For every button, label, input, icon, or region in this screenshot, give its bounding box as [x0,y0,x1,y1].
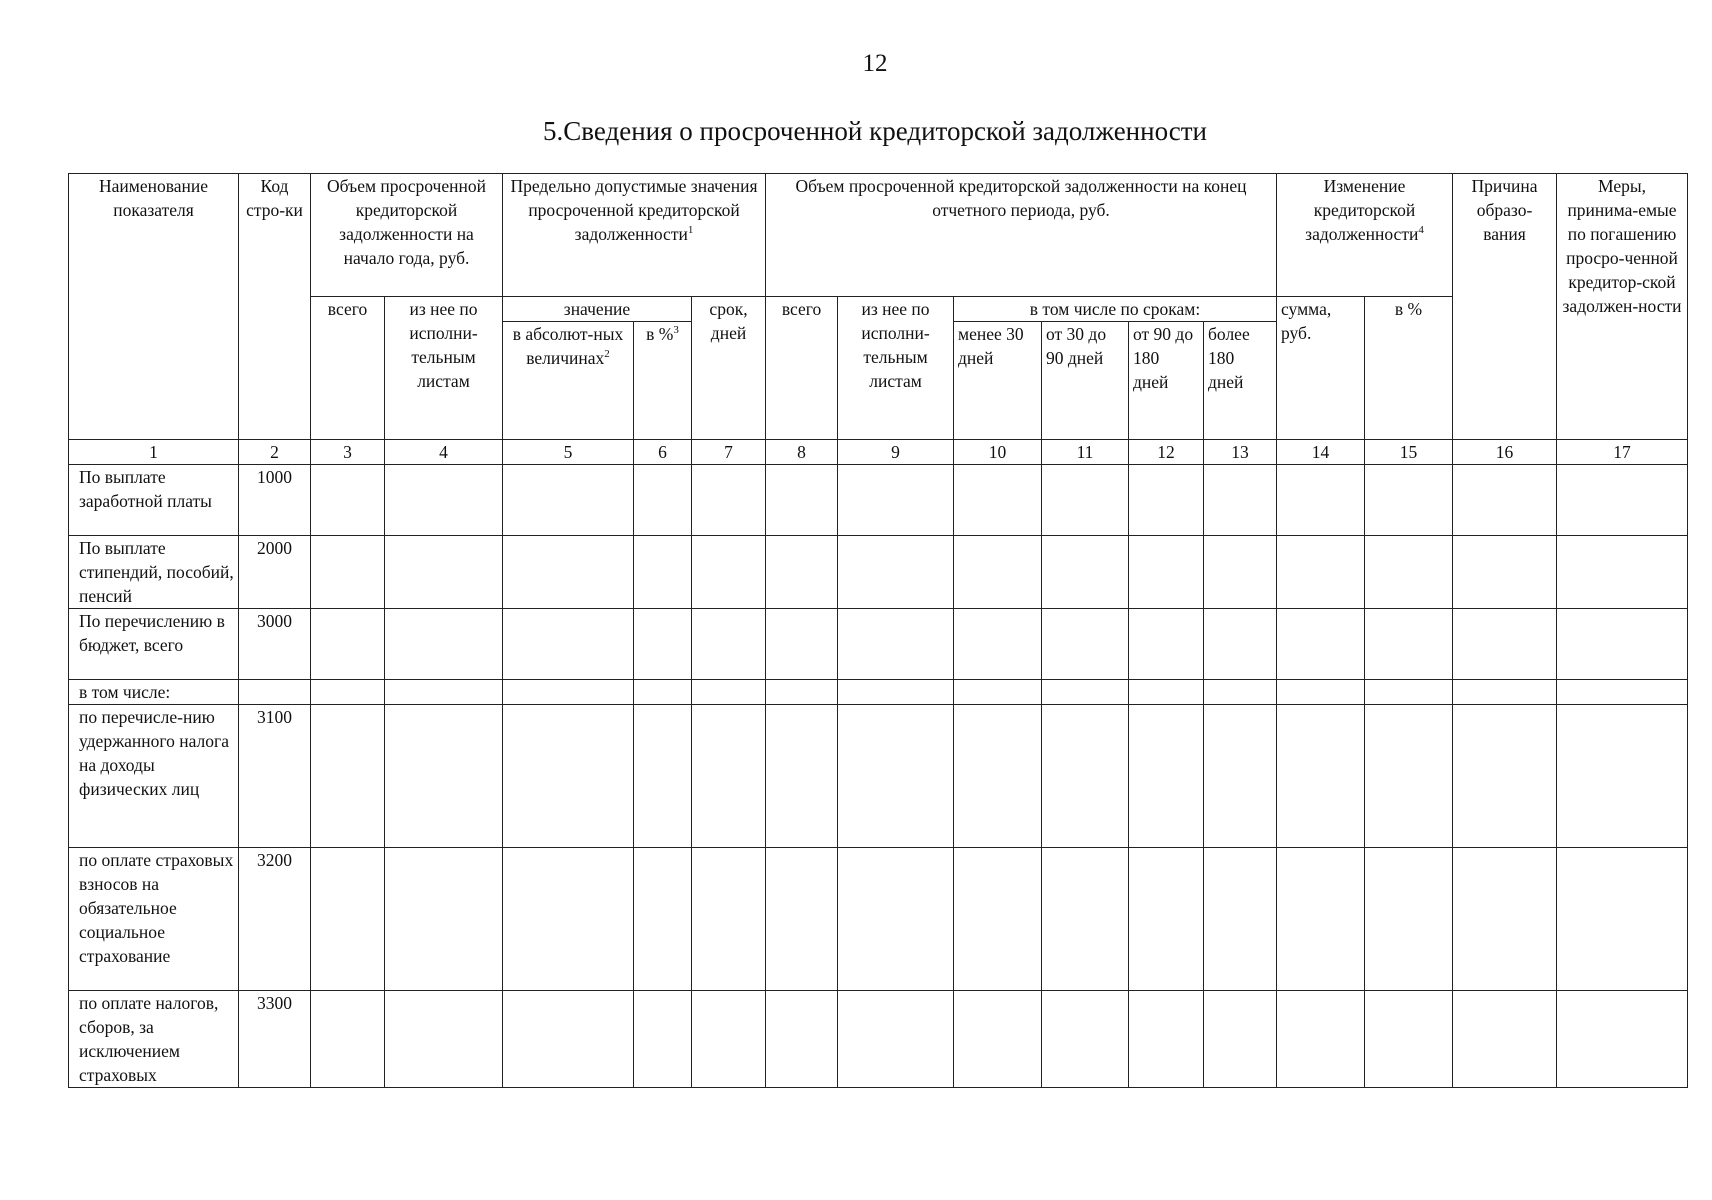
cell-abs[interactable] [503,609,634,680]
row-code: 3300 [239,991,311,1088]
table-row [69,680,1688,705]
cell-exec-start[interactable] [385,848,503,991]
header-volume-end: Объем просроченной кредиторской задолженности на конец отчетного периода, руб. [766,174,1277,297]
cell-90-180[interactable] [1129,991,1204,1088]
cell-total-start[interactable] [311,536,385,609]
page-title: 5.Сведения о просроченной кредиторской задолженности [543,116,1207,146]
cell-abs[interactable] [503,848,634,991]
cell-gt180[interactable] [1204,609,1277,680]
column-number: 14 [1277,440,1365,465]
cell-change-sum[interactable] [1277,848,1365,991]
header-reason: Причина образо-вания [1453,174,1557,440]
cell-measures[interactable] [1557,465,1688,536]
cell-exec-start[interactable] [385,991,503,1088]
header-lt30: менее 30 дней [954,322,1042,440]
cell-lt30[interactable] [954,680,1042,705]
row-code [239,680,311,705]
header-name: Наименование показателя [69,174,239,440]
cell-measures[interactable] [1557,705,1688,848]
page-number: 12 [862,50,888,77]
cell-measures[interactable] [1557,848,1688,991]
cell-gt180[interactable] [1204,680,1277,705]
header-sum-rub: сумма, руб. [1277,297,1365,440]
cell-lt30[interactable] [954,465,1042,536]
cell-90-180[interactable] [1129,705,1204,848]
cell-gt180[interactable] [1204,705,1277,848]
header-limits: Предельно допустимые значения просроченной кредиторской задолженности$^1$ [503,174,766,297]
header-90-180: от 90 до 180 дней [1129,322,1204,440]
cell-term[interactable] [692,680,766,705]
cell-change-sum[interactable] [1277,465,1365,536]
cell-change-pct[interactable] [1365,848,1453,991]
column-number: 7 [692,440,766,465]
header-term: срок, дней [692,297,766,440]
cell-exec-start[interactable] [385,680,503,705]
row-name: по оплате страховых взносов на обязательное социальное страхование [69,848,239,991]
cell-pct[interactable] [634,465,692,536]
cell-lt30[interactable] [954,609,1042,680]
row-code: 2000 [239,536,311,609]
cell-pct[interactable] [634,536,692,609]
cell-30-90[interactable] [1042,991,1129,1088]
cell-lt30[interactable] [954,705,1042,848]
cell-30-90[interactable] [1042,705,1129,848]
cell-reason[interactable] [1453,991,1557,1088]
header-value: значение [503,297,692,322]
column-number: 1 [69,440,239,465]
cell-change-sum[interactable] [1277,705,1365,848]
cell-90-180[interactable] [1129,465,1204,536]
row-name: в том числе: [69,680,239,705]
cell-change-sum[interactable] [1277,609,1365,680]
cell-pct[interactable] [634,680,692,705]
header-exec-end: из нее по исполни-тельным листам [838,297,954,440]
cell-abs[interactable] [503,536,634,609]
cell-30-90[interactable] [1042,536,1129,609]
header-by-terms: в том числе по срокам: [954,297,1277,322]
cell-measures[interactable] [1557,536,1688,609]
row-name: По перечислению в бюджет, всего [69,609,239,680]
cell-change-pct[interactable] [1365,991,1453,1088]
cell-term[interactable] [692,465,766,536]
cell-total-start[interactable] [311,848,385,991]
column-number-row [69,440,1688,465]
column-number: 17 [1557,440,1688,465]
table-row [69,705,1688,848]
column-number: 15 [1365,440,1453,465]
cell-reason[interactable] [1453,848,1557,991]
cell-reason[interactable] [1453,680,1557,705]
header-gt180: более 180 дней [1204,322,1277,440]
cell-total-start[interactable] [311,705,385,848]
cell-measures[interactable] [1557,991,1688,1088]
column-number: 10 [954,440,1042,465]
cell-90-180[interactable] [1129,536,1204,609]
cell-measures[interactable] [1557,680,1688,705]
cell-abs[interactable] [503,991,634,1088]
column-number: 6 [634,440,692,465]
row-name: По выплате заработной платы [69,465,239,536]
cell-change-sum[interactable] [1277,680,1365,705]
header-total-end: всего [766,297,838,440]
header-code: Код стро-ки [239,174,311,440]
cell-30-90[interactable] [1042,609,1129,680]
row-name: По выплате стипендий, пособий, пенсий [69,536,239,609]
cell-change-pct[interactable] [1365,465,1453,536]
cell-term[interactable] [692,848,766,991]
cell-pct[interactable] [634,705,692,848]
cell-exec-start[interactable] [385,609,503,680]
cell-abs[interactable] [503,680,634,705]
header-in-pct: в % [1365,297,1453,440]
cell-exec-end[interactable] [838,991,954,1088]
cell-total-start[interactable] [311,991,385,1088]
cell-lt30[interactable] [954,991,1042,1088]
cell-pct[interactable] [634,609,692,680]
cell-exec-end[interactable] [838,609,954,680]
cell-term[interactable] [692,536,766,609]
cell-90-180[interactable] [1129,609,1204,680]
cell-30-90[interactable] [1042,680,1129,705]
cell-total-start[interactable] [311,609,385,680]
cell-term[interactable] [692,609,766,680]
cell-lt30[interactable] [954,536,1042,609]
column-number: 4 [385,440,503,465]
cell-exec-start[interactable] [385,536,503,609]
cell-total-end[interactable] [766,705,838,848]
column-number: 11 [1042,440,1129,465]
row-code: 3100 [239,705,311,848]
cell-pct[interactable] [634,991,692,1088]
cell-gt180[interactable] [1204,465,1277,536]
row-code: 3000 [239,609,311,680]
cell-30-90[interactable] [1042,848,1129,991]
cell-change-sum[interactable] [1277,536,1365,609]
cell-term[interactable] [692,705,766,848]
cell-gt180[interactable] [1204,991,1277,1088]
cell-total-end[interactable] [766,465,838,536]
cell-change-pct[interactable] [1365,536,1453,609]
header-exec-start: из нее по исполни-тельным листам [385,297,503,440]
cell-30-90[interactable] [1042,465,1129,536]
header-volume-start: Объем просроченной кредиторской задолженности на начало года, руб. [311,174,503,297]
cell-change-pct[interactable] [1365,680,1453,705]
cell-reason[interactable] [1453,536,1557,609]
table-row [69,536,1688,609]
column-number: 8 [766,440,838,465]
column-number: 5 [503,440,634,465]
table-row [69,609,1688,680]
cell-total-start[interactable] [311,465,385,536]
header-pct: в %$^3$ [634,322,692,440]
cell-abs[interactable] [503,705,634,848]
cell-measures[interactable] [1557,609,1688,680]
cell-pct[interactable] [634,848,692,991]
column-number: 16 [1453,440,1557,465]
cell-total-start[interactable] [311,680,385,705]
cell-90-180[interactable] [1129,848,1204,991]
cell-reason[interactable] [1453,705,1557,848]
cell-change-pct[interactable] [1365,705,1453,848]
cell-term[interactable] [692,991,766,1088]
cell-gt180[interactable] [1204,848,1277,991]
table-row [69,848,1688,991]
column-number: 12 [1129,440,1204,465]
cell-reason[interactable] [1453,609,1557,680]
header-measures: Меры, принима-емые по погашению просро-ченной кредитор-ской задолжен-ности [1557,174,1688,440]
header-total-start: всего [311,297,385,440]
header-abs: в абсолют-ных величинах$^2$ [503,322,634,440]
cell-reason[interactable] [1453,465,1557,536]
cell-exec-end[interactable] [838,465,954,536]
overdue-payables-table [68,173,1688,1088]
cell-abs[interactable] [503,465,634,536]
column-number: 13 [1204,440,1277,465]
row-code: 3200 [239,848,311,991]
cell-exec-end[interactable] [838,705,954,848]
cell-change-sum[interactable] [1277,991,1365,1088]
cell-change-pct[interactable] [1365,609,1453,680]
column-number: 9 [838,440,954,465]
cell-total-end[interactable] [766,536,838,609]
cell-exec-start[interactable] [385,705,503,848]
row-name: по перечисле-нию удержанного налога на доходы физических лиц [69,705,239,848]
cell-total-end[interactable] [766,680,838,705]
cell-total-end[interactable] [766,609,838,680]
column-number: 2 [239,440,311,465]
cell-total-end[interactable] [766,848,838,991]
cell-exec-end[interactable] [838,848,954,991]
cell-total-end[interactable] [766,991,838,1088]
table-row [69,465,1688,536]
header-30-90: от 30 до 90 дней [1042,322,1129,440]
cell-90-180[interactable] [1129,680,1204,705]
cell-lt30[interactable] [954,848,1042,991]
header-change: Изменение кредиторской задолженности$^4$ [1277,174,1453,297]
cell-gt180[interactable] [1204,536,1277,609]
cell-exec-start[interactable] [385,465,503,536]
cell-exec-end[interactable] [838,680,954,705]
table-row [69,991,1688,1088]
row-code: 1000 [239,465,311,536]
row-name: по оплате налогов, сборов, за исключением страховых [69,991,239,1088]
cell-exec-end[interactable] [838,536,954,609]
column-number: 3 [311,440,385,465]
